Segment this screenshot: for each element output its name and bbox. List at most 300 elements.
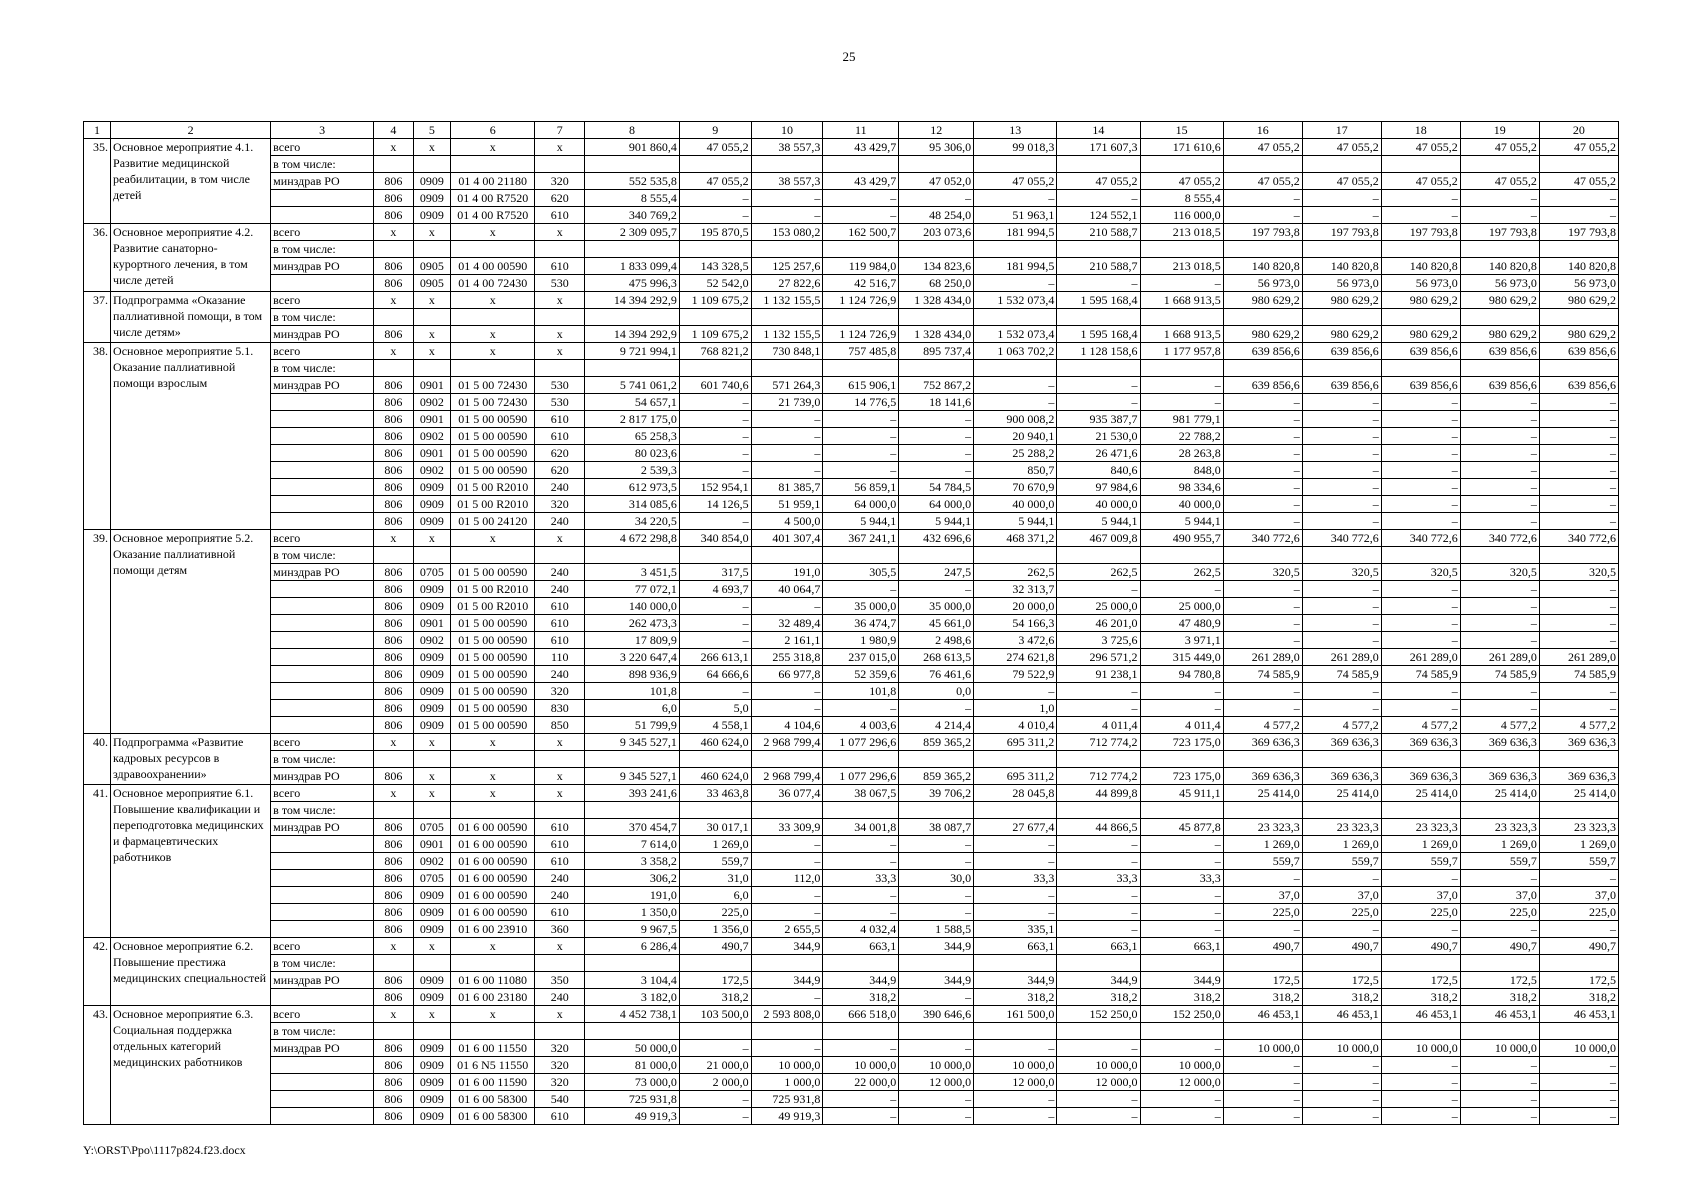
budget-code-cell: x (413, 326, 450, 343)
amount-cell: 68 250,0 (899, 275, 974, 292)
budget-code-cell: x (374, 938, 414, 955)
amount-cell: 140 820,8 (1539, 258, 1618, 275)
amount-cell (974, 547, 1057, 564)
budget-code-cell: 320 (535, 1040, 585, 1057)
amount-cell (1140, 751, 1223, 768)
amount-cell (1057, 360, 1140, 377)
amount-cell (679, 360, 751, 377)
amount-cell: – (823, 904, 899, 921)
amount-cell (1381, 360, 1460, 377)
amount-cell (823, 802, 899, 819)
budget-code-cell (413, 156, 450, 173)
budget-code-cell: 01 4 00 R7520 (451, 190, 535, 207)
amount-cell: – (1381, 207, 1460, 224)
budget-code-cell (374, 547, 414, 564)
funding-source-cell: минздрав РО (271, 377, 374, 394)
budget-code-cell (451, 802, 535, 819)
budget-code-cell: x (413, 530, 450, 547)
amount-cell: – (679, 1040, 751, 1057)
amount-cell: 197 793,8 (1223, 224, 1302, 241)
amount-cell: – (1381, 870, 1460, 887)
amount-cell: 56 973,0 (1223, 275, 1302, 292)
budget-code-cell: 0705 (413, 564, 450, 581)
budget-code-cell: 0909 (413, 1057, 450, 1074)
amount-cell: 2 161,1 (751, 632, 823, 649)
funding-source-cell: в том числе: (271, 156, 374, 173)
amount-cell: 98 334,6 (1140, 479, 1223, 496)
amount-cell: – (1539, 632, 1618, 649)
amount-cell: – (751, 836, 823, 853)
amount-cell (823, 309, 899, 326)
budget-code-cell: 0905 (413, 258, 450, 275)
amount-cell: – (899, 700, 974, 717)
amount-cell: – (679, 462, 751, 479)
budget-code-cell: 01 5 00 00590 (451, 683, 535, 700)
table-row (84, 904, 1619, 921)
budget-code-cell: x (535, 224, 585, 241)
amount-cell: – (1381, 496, 1460, 513)
amount-cell: 305,5 (823, 564, 899, 581)
budget-code-cell: 01 5 00 R2010 (451, 581, 535, 598)
budget-code-cell: 01 5 00 00590 (451, 564, 535, 581)
amount-cell: – (1140, 394, 1223, 411)
amount-cell: – (1381, 1074, 1460, 1091)
budget-code-cell (374, 1023, 414, 1040)
amount-cell (1223, 156, 1302, 173)
budget-code-cell: 610 (535, 836, 585, 853)
amount-cell: 980 629,2 (1381, 292, 1460, 309)
amount-cell (751, 751, 823, 768)
amount-cell: – (679, 615, 751, 632)
amount-cell (1057, 802, 1140, 819)
amount-cell (823, 955, 899, 972)
amount-cell: 4 003,6 (823, 717, 899, 734)
budget-code-cell: 806 (374, 666, 414, 683)
amount-cell: – (1381, 1057, 1460, 1074)
amount-cell: 33 309,9 (751, 819, 823, 836)
amount-cell: – (1460, 598, 1539, 615)
amount-cell: 140 820,8 (1381, 258, 1460, 275)
amount-cell: 225,0 (679, 904, 751, 921)
amount-cell: 2 593 808,0 (751, 1006, 823, 1023)
amount-cell: 1 532 073,4 (974, 326, 1057, 343)
budget-code-cell: 806 (374, 564, 414, 581)
amount-cell: 695 311,2 (974, 768, 1057, 785)
amount-cell: – (679, 598, 751, 615)
amount-cell: 1 595 168,4 (1057, 292, 1140, 309)
amount-cell: 33,3 (823, 870, 899, 887)
table-row (84, 819, 1619, 836)
amount-cell: – (1539, 479, 1618, 496)
amount-cell: 14 394 292,9 (585, 292, 680, 309)
budget-code-cell: 01 4 00 21180 (451, 173, 535, 190)
budget-code-cell: 806 (374, 394, 414, 411)
budget-code-cell (451, 309, 535, 326)
amount-cell: – (974, 275, 1057, 292)
amount-cell (1539, 1023, 1618, 1040)
table-row (84, 411, 1619, 428)
column-number: 17 (1302, 122, 1381, 139)
amount-cell: 695 311,2 (974, 734, 1057, 751)
amount-cell: – (1381, 598, 1460, 615)
budget-code-cell: 806 (374, 479, 414, 496)
budget-code-cell: 0901 (413, 615, 450, 632)
amount-cell: 268 613,5 (899, 649, 974, 666)
amount-cell: – (1057, 377, 1140, 394)
amount-cell: – (899, 887, 974, 904)
amount-cell (899, 309, 974, 326)
amount-cell: 752 867,2 (899, 377, 974, 394)
funding-source-cell (271, 1091, 374, 1108)
amount-cell: 318,2 (679, 989, 751, 1006)
table-row (84, 224, 1619, 241)
amount-cell (1460, 156, 1539, 173)
amount-cell: 171 610,6 (1140, 139, 1223, 156)
amount-cell: 901 860,4 (585, 139, 680, 156)
budget-code-cell: x (413, 292, 450, 309)
amount-cell: 56 973,0 (1302, 275, 1381, 292)
funding-source-cell (271, 870, 374, 887)
amount-cell: 4 672 298,8 (585, 530, 680, 547)
budget-code-cell: x (374, 1006, 414, 1023)
amount-cell: – (1302, 207, 1381, 224)
program-name: Основное мероприятие 6.1. Повышение квалификации и переподготовка медицинских и фармацевтических работников (111, 785, 271, 938)
amount-cell: 140 820,8 (1302, 258, 1381, 275)
amount-cell: – (1057, 853, 1140, 870)
amount-cell: – (1302, 462, 1381, 479)
amount-cell: 81 000,0 (585, 1057, 680, 1074)
budget-code-cell: 0901 (413, 445, 450, 462)
table-row (84, 207, 1619, 224)
program-name: Основное мероприятие 4.2. Развитие санаторно-курортного лечения, в том числе детей (111, 224, 271, 292)
amount-cell: 18 141,6 (899, 394, 974, 411)
amount-cell: 103 500,0 (679, 1006, 751, 1023)
amount-cell: 9 967,5 (585, 921, 680, 938)
amount-cell: – (1057, 921, 1140, 938)
amount-cell: – (1140, 683, 1223, 700)
amount-cell: 369 636,3 (1381, 768, 1460, 785)
amount-cell: 432 696,6 (899, 530, 974, 547)
amount-cell: 47 055,2 (1381, 173, 1460, 190)
amount-cell: 37,0 (1539, 887, 1618, 904)
table-row (84, 496, 1619, 513)
table-row (84, 1108, 1619, 1125)
funding-source-cell: всего (271, 938, 374, 955)
amount-cell: 4 558,1 (679, 717, 751, 734)
amount-cell: 9 721 994,1 (585, 343, 680, 360)
amount-cell (1460, 360, 1539, 377)
amount-cell: 1 269,0 (1539, 836, 1618, 853)
amount-cell (1381, 309, 1460, 326)
budget-code-cell: x (535, 530, 585, 547)
amount-cell (751, 309, 823, 326)
amount-cell: 153 080,2 (751, 224, 823, 241)
amount-cell: 1 000,0 (751, 1074, 823, 1091)
budget-code-cell (451, 1023, 535, 1040)
amount-cell: – (1302, 632, 1381, 649)
funding-source-cell (271, 598, 374, 615)
page-number: 25 (842, 49, 856, 64)
amount-cell (1223, 547, 1302, 564)
amount-cell: 5 741 061,2 (585, 377, 680, 394)
amount-cell: 1 980,9 (823, 632, 899, 649)
table-row (84, 445, 1619, 462)
amount-cell: 306,2 (585, 870, 680, 887)
budget-code-cell: 0909 (413, 649, 450, 666)
amount-cell: 26 471,6 (1057, 445, 1140, 462)
amount-cell: – (1381, 394, 1460, 411)
amount-cell: – (1223, 632, 1302, 649)
amount-cell: 47 480,9 (1140, 615, 1223, 632)
amount-cell: – (1539, 428, 1618, 445)
table-row (84, 955, 1619, 972)
amount-cell: 468 371,2 (974, 530, 1057, 547)
budget-code-cell: 806 (374, 904, 414, 921)
amount-cell: 2 817 175,0 (585, 411, 680, 428)
amount-cell: 261 289,0 (1381, 649, 1460, 666)
amount-cell: – (1381, 411, 1460, 428)
amount-cell (1057, 309, 1140, 326)
amount-cell: 559,7 (1539, 853, 1618, 870)
amount-cell: 490,7 (1381, 938, 1460, 955)
amount-cell: 318,2 (1381, 989, 1460, 1006)
amount-cell: 74 585,9 (1460, 666, 1539, 683)
budget-code-cell (413, 547, 450, 564)
budget-code-cell: 0909 (413, 479, 450, 496)
amount-cell: – (1057, 836, 1140, 853)
table-row (84, 683, 1619, 700)
funding-source-cell (271, 666, 374, 683)
budget-code-cell: 01 6 00 00590 (451, 819, 535, 836)
amount-cell (585, 955, 680, 972)
amount-cell: – (1539, 1091, 1618, 1108)
amount-cell: – (899, 428, 974, 445)
budget-code-cell (535, 802, 585, 819)
amount-cell: 14 776,5 (823, 394, 899, 411)
funding-source-cell: всего (271, 224, 374, 241)
amount-cell: 261 289,0 (1460, 649, 1539, 666)
amount-cell: – (1057, 1108, 1140, 1125)
budget-code-cell: 360 (535, 921, 585, 938)
budget-code-cell: x (535, 326, 585, 343)
amount-cell: – (1381, 581, 1460, 598)
amount-cell (1057, 1023, 1140, 1040)
amount-cell: – (1381, 479, 1460, 496)
amount-cell: 47 052,0 (899, 173, 974, 190)
amount-cell (1539, 309, 1618, 326)
budget-code-cell: x (535, 139, 585, 156)
amount-cell: 344,9 (899, 972, 974, 989)
budget-code-cell (535, 955, 585, 972)
amount-cell: – (1381, 445, 1460, 462)
column-number: 13 (974, 122, 1057, 139)
amount-cell: 172,5 (1539, 972, 1618, 989)
amount-cell: 1 328 434,0 (899, 292, 974, 309)
column-number: 9 (679, 122, 751, 139)
amount-cell: 490,7 (1539, 938, 1618, 955)
amount-cell: 900 008,2 (974, 411, 1057, 428)
amount-cell: 340 772,6 (1381, 530, 1460, 547)
amount-cell: 47 055,2 (1057, 173, 1140, 190)
amount-cell: 36 474,7 (823, 615, 899, 632)
amount-cell: 225,0 (1302, 904, 1381, 921)
amount-cell: 725 931,8 (585, 1091, 680, 1108)
amount-cell: 0,0 (899, 683, 974, 700)
table-row (84, 1040, 1619, 1057)
program-name: Подпрограмма «Оказание паллиативной помощи, в том числе детям» (111, 292, 271, 343)
amount-cell (751, 156, 823, 173)
budget-code-cell: 01 5 00 00590 (451, 649, 535, 666)
table-row (84, 853, 1619, 870)
funding-source-cell: в том числе: (271, 547, 374, 564)
table-row (84, 173, 1619, 190)
amount-cell: – (1223, 1091, 1302, 1108)
amount-cell: – (823, 411, 899, 428)
amount-cell (899, 241, 974, 258)
budget-code-cell: 0909 (413, 683, 450, 700)
amount-cell: 4 577,2 (1223, 717, 1302, 734)
budget-code-cell: 620 (535, 462, 585, 479)
table-row (84, 377, 1619, 394)
amount-cell: – (1539, 615, 1618, 632)
amount-cell: 47 055,2 (1302, 173, 1381, 190)
amount-cell (1381, 955, 1460, 972)
budget-code-cell: x (413, 785, 450, 802)
amount-cell (899, 751, 974, 768)
amount-cell: 3 104,4 (585, 972, 680, 989)
amount-cell: 30,0 (899, 870, 974, 887)
amount-cell (1223, 241, 1302, 258)
amount-cell: 4 032,4 (823, 921, 899, 938)
amount-cell (1539, 360, 1618, 377)
budget-code-cell (535, 547, 585, 564)
amount-cell: – (823, 1091, 899, 1108)
amount-cell: 43 429,7 (823, 139, 899, 156)
amount-cell: – (1539, 700, 1618, 717)
amount-cell: 980 629,2 (1460, 326, 1539, 343)
budget-code-cell: 620 (535, 445, 585, 462)
column-number: 4 (374, 122, 414, 139)
amount-cell (1223, 751, 1302, 768)
budget-code-cell: x (451, 1006, 535, 1023)
amount-cell: 237 015,0 (823, 649, 899, 666)
budget-code-cell (535, 1023, 585, 1040)
budget-code-cell: 610 (535, 1108, 585, 1125)
amount-cell: 47 055,2 (679, 139, 751, 156)
amount-cell: 369 636,3 (1302, 768, 1381, 785)
budget-code-cell: 806 (374, 1040, 414, 1057)
amount-cell: 25 000,0 (1057, 598, 1140, 615)
amount-cell: – (1460, 411, 1539, 428)
amount-cell: – (679, 190, 751, 207)
budget-code-cell: x (413, 1006, 450, 1023)
amount-cell: – (823, 887, 899, 904)
amount-cell (751, 547, 823, 564)
amount-cell: 14 394 292,9 (585, 326, 680, 343)
amount-cell (899, 1023, 974, 1040)
budget-code-cell: 0909 (413, 972, 450, 989)
budget-code-cell: x (374, 139, 414, 156)
amount-cell: 559,7 (1302, 853, 1381, 870)
amount-cell: 344,9 (823, 972, 899, 989)
amount-cell: – (1223, 921, 1302, 938)
budget-code-cell: 0909 (413, 921, 450, 938)
column-number: 19 (1460, 122, 1539, 139)
amount-cell: – (1223, 598, 1302, 615)
funding-source-cell (271, 853, 374, 870)
amount-cell: – (1460, 207, 1539, 224)
amount-cell: – (1539, 1074, 1618, 1091)
amount-cell: 639 856,6 (1381, 343, 1460, 360)
amount-cell: – (751, 598, 823, 615)
amount-cell: 981 779,1 (1140, 411, 1223, 428)
budget-code-cell: x (413, 139, 450, 156)
budget-code-cell: 320 (535, 173, 585, 190)
table-row (84, 1074, 1619, 1091)
amount-cell: – (1223, 462, 1302, 479)
table-row (84, 598, 1619, 615)
amount-cell (751, 241, 823, 258)
amount-cell: 225,0 (1539, 904, 1618, 921)
amount-cell (1140, 241, 1223, 258)
table-row (84, 309, 1619, 326)
amount-cell: – (1140, 275, 1223, 292)
amount-cell: – (1460, 1108, 1539, 1125)
table-row (84, 768, 1619, 785)
amount-cell: 320,5 (1381, 564, 1460, 581)
amount-cell: 56 973,0 (1460, 275, 1539, 292)
budget-code-cell: 806 (374, 836, 414, 853)
amount-cell: 369 636,3 (1539, 734, 1618, 751)
budget-table (83, 121, 1619, 1125)
amount-cell (1057, 547, 1140, 564)
amount-cell: – (751, 462, 823, 479)
budget-code-cell: 01 5 00 00590 (451, 462, 535, 479)
amount-cell: 38 557,3 (751, 173, 823, 190)
amount-cell: – (751, 428, 823, 445)
budget-code-cell (451, 547, 535, 564)
amount-cell: – (1381, 683, 1460, 700)
table-row (84, 394, 1619, 411)
budget-code-cell: 01 5 00 24120 (451, 513, 535, 530)
amount-cell: 74 585,9 (1381, 666, 1460, 683)
amount-cell: 369 636,3 (1460, 734, 1539, 751)
amount-cell: 1 269,0 (1460, 836, 1539, 853)
amount-cell: 28 263,8 (1140, 445, 1223, 462)
budget-code-cell: 0909 (413, 190, 450, 207)
amount-cell: 27 822,6 (751, 275, 823, 292)
amount-cell: – (751, 853, 823, 870)
budget-code-cell (374, 751, 414, 768)
budget-code-cell: 110 (535, 649, 585, 666)
amount-cell: – (1302, 445, 1381, 462)
amount-cell: – (1302, 428, 1381, 445)
amount-cell: 33,3 (1140, 870, 1223, 887)
table-row (84, 462, 1619, 479)
amount-cell: 47 055,2 (1223, 139, 1302, 156)
amount-cell: 12 000,0 (1057, 1074, 1140, 1091)
amount-cell: 9 345 527,1 (585, 734, 680, 751)
amount-cell: 47 055,2 (974, 173, 1057, 190)
amount-cell: – (823, 581, 899, 598)
table-row (84, 479, 1619, 496)
budget-code-cell: 0909 (413, 887, 450, 904)
amount-cell: – (1057, 190, 1140, 207)
funding-source-cell: в том числе: (271, 241, 374, 258)
amount-cell: 30 017,1 (679, 819, 751, 836)
amount-cell: – (899, 904, 974, 921)
amount-cell: – (1460, 479, 1539, 496)
